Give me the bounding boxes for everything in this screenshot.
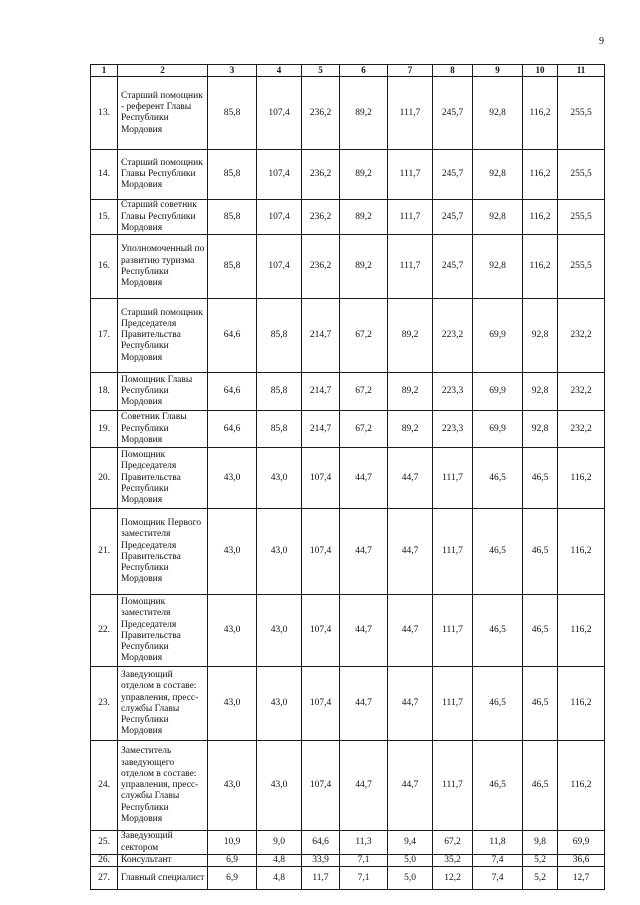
- position-name: Старший помощник - референт Главы Республики Мордовия: [118, 77, 208, 150]
- value-cell: 7,1: [340, 854, 388, 866]
- column-header: 5: [302, 65, 340, 77]
- position-name: Уполномоченный по развитию туризма Республики Мордовия: [118, 235, 208, 299]
- value-cell: 11,8: [473, 831, 523, 855]
- row-number: 20.: [91, 448, 118, 509]
- value-cell: 44,7: [340, 448, 388, 509]
- column-header: 10: [523, 65, 558, 77]
- table-row: [91, 741, 605, 831]
- value-cell: 67,2: [433, 831, 473, 855]
- value-cell: 92,8: [473, 200, 523, 235]
- salary-table: [90, 64, 605, 890]
- value-cell: 107,4: [302, 667, 340, 741]
- value-cell: 89,2: [340, 150, 388, 200]
- value-cell: 85,8: [208, 235, 257, 299]
- value-cell: 107,4: [302, 448, 340, 509]
- value-cell: 46,5: [523, 448, 558, 509]
- value-cell: 223,2: [433, 299, 473, 373]
- page-number: 9: [599, 36, 604, 47]
- position-name: Помощник заместителя Председателя Правительства Республики Мордовия: [118, 595, 208, 667]
- value-cell: 116,2: [558, 509, 605, 595]
- row-number: 19.: [91, 411, 118, 448]
- value-cell: 64,6: [208, 373, 257, 411]
- value-cell: 89,2: [388, 411, 433, 448]
- value-cell: 89,2: [340, 235, 388, 299]
- value-cell: 232,2: [558, 299, 605, 373]
- value-cell: 116,2: [523, 235, 558, 299]
- value-cell: 107,4: [257, 235, 302, 299]
- value-cell: 89,2: [340, 200, 388, 235]
- value-cell: 11,7: [302, 867, 340, 890]
- value-cell: 107,4: [302, 509, 340, 595]
- value-cell: 236,2: [302, 77, 340, 150]
- table-row: [91, 595, 605, 667]
- position-name: Старший помощник Председателя Правительства Республики Мордовия: [118, 299, 208, 373]
- value-cell: 69,9: [473, 373, 523, 411]
- value-cell: 67,2: [340, 373, 388, 411]
- value-cell: 255,5: [558, 200, 605, 235]
- value-cell: 43,0: [208, 741, 257, 831]
- row-number: 17.: [91, 299, 118, 373]
- table-row: [91, 373, 605, 411]
- value-cell: 46,5: [473, 509, 523, 595]
- value-cell: 5,0: [388, 867, 433, 890]
- table-row: [91, 235, 605, 299]
- value-cell: 5,2: [523, 867, 558, 890]
- value-cell: 69,9: [558, 831, 605, 855]
- value-cell: 46,5: [473, 595, 523, 667]
- value-cell: 9,4: [388, 831, 433, 855]
- position-name: Заведующий отделом в составе: управления, пресс-службы Главы Республики Мордовия: [118, 667, 208, 741]
- position-name: Помощник Председателя Правительства Республики Мордовия: [118, 448, 208, 509]
- table-row: [91, 150, 605, 200]
- value-cell: 36,6: [558, 854, 605, 866]
- value-cell: 236,2: [302, 200, 340, 235]
- row-number: 21.: [91, 509, 118, 595]
- column-header: 9: [473, 65, 523, 77]
- value-cell: 12,2: [433, 867, 473, 890]
- table-row: [91, 448, 605, 509]
- column-header: 2: [118, 65, 208, 77]
- value-cell: 255,5: [558, 77, 605, 150]
- value-cell: 44,7: [388, 509, 433, 595]
- value-cell: 85,8: [257, 373, 302, 411]
- row-number: 18.: [91, 373, 118, 411]
- position-name: Помощник Главы Республики Мордовия: [118, 373, 208, 411]
- value-cell: 116,2: [558, 741, 605, 831]
- value-cell: 236,2: [302, 150, 340, 200]
- value-cell: 232,2: [558, 373, 605, 411]
- value-cell: 35,2: [433, 854, 473, 866]
- value-cell: 6,9: [208, 867, 257, 890]
- value-cell: 89,2: [340, 77, 388, 150]
- value-cell: 92,8: [523, 411, 558, 448]
- value-cell: 46,5: [523, 509, 558, 595]
- table-header-row: [91, 65, 605, 77]
- value-cell: 116,2: [523, 200, 558, 235]
- value-cell: 46,5: [473, 448, 523, 509]
- column-header: 1: [91, 65, 118, 77]
- value-cell: 111,7: [433, 448, 473, 509]
- row-number: 26.: [91, 854, 118, 866]
- value-cell: 111,7: [433, 667, 473, 741]
- value-cell: 245,7: [433, 77, 473, 150]
- value-cell: 89,2: [388, 299, 433, 373]
- value-cell: 111,7: [433, 595, 473, 667]
- value-cell: 43,0: [257, 448, 302, 509]
- column-header: 3: [208, 65, 257, 77]
- value-cell: 7,4: [473, 867, 523, 890]
- value-cell: 67,2: [340, 411, 388, 448]
- value-cell: 69,9: [473, 411, 523, 448]
- value-cell: 9,0: [257, 831, 302, 855]
- value-cell: 44,7: [388, 448, 433, 509]
- column-header: 11: [558, 65, 605, 77]
- value-cell: 223,3: [433, 411, 473, 448]
- value-cell: 245,7: [433, 235, 473, 299]
- position-name: Главный специалист: [118, 867, 208, 890]
- value-cell: 107,4: [302, 595, 340, 667]
- value-cell: 44,7: [388, 741, 433, 831]
- row-number: 16.: [91, 235, 118, 299]
- value-cell: 214,7: [302, 373, 340, 411]
- value-cell: 107,4: [257, 77, 302, 150]
- table-row: [91, 77, 605, 150]
- value-cell: 223,3: [433, 373, 473, 411]
- value-cell: 116,2: [523, 77, 558, 150]
- value-cell: 214,7: [302, 411, 340, 448]
- value-cell: 46,5: [473, 667, 523, 741]
- value-cell: 245,7: [433, 200, 473, 235]
- value-cell: 7,1: [340, 867, 388, 890]
- table-row: [91, 509, 605, 595]
- table-row: [91, 854, 605, 866]
- value-cell: 214,7: [302, 299, 340, 373]
- row-number: 23.: [91, 667, 118, 741]
- value-cell: 33,9: [302, 854, 340, 866]
- value-cell: 116,2: [558, 667, 605, 741]
- table-row: [91, 200, 605, 235]
- value-cell: 85,8: [208, 77, 257, 150]
- value-cell: 43,0: [208, 595, 257, 667]
- value-cell: 245,7: [433, 150, 473, 200]
- value-cell: 46,5: [523, 741, 558, 831]
- value-cell: 92,8: [473, 235, 523, 299]
- table-row: [91, 667, 605, 741]
- position-name: Советник Главы Республики Мордовия: [118, 411, 208, 448]
- value-cell: 67,2: [340, 299, 388, 373]
- value-cell: 232,2: [558, 411, 605, 448]
- value-cell: 5,0: [388, 854, 433, 866]
- value-cell: 92,8: [523, 373, 558, 411]
- value-cell: 44,7: [340, 509, 388, 595]
- value-cell: 12,7: [558, 867, 605, 890]
- value-cell: 7,4: [473, 854, 523, 866]
- value-cell: 116,2: [558, 448, 605, 509]
- value-cell: 85,8: [208, 200, 257, 235]
- value-cell: 44,7: [340, 667, 388, 741]
- row-number: 24.: [91, 741, 118, 831]
- value-cell: 46,5: [523, 667, 558, 741]
- value-cell: 9,8: [523, 831, 558, 855]
- value-cell: 236,2: [302, 235, 340, 299]
- value-cell: 44,7: [388, 667, 433, 741]
- value-cell: 43,0: [257, 667, 302, 741]
- value-cell: 64,6: [208, 299, 257, 373]
- column-header: 4: [257, 65, 302, 77]
- value-cell: 4,8: [257, 867, 302, 890]
- value-cell: 107,4: [302, 741, 340, 831]
- position-name: Заведующий сектором: [118, 831, 208, 855]
- value-cell: 85,8: [257, 299, 302, 373]
- value-cell: 111,7: [388, 200, 433, 235]
- value-cell: 43,0: [257, 509, 302, 595]
- position-name: Помощник Первого заместителя Председателя Правительства Республики Мордовия: [118, 509, 208, 595]
- value-cell: 43,0: [257, 741, 302, 831]
- column-header: 8: [433, 65, 473, 77]
- position-name: Старший советник Главы Республики Мордовия: [118, 200, 208, 235]
- value-cell: 64,6: [302, 831, 340, 855]
- row-number: 25.: [91, 831, 118, 855]
- column-header: 7: [388, 65, 433, 77]
- value-cell: 44,7: [340, 741, 388, 831]
- table-row: [91, 867, 605, 890]
- value-cell: 44,7: [340, 595, 388, 667]
- value-cell: 43,0: [208, 509, 257, 595]
- row-number: 13.: [91, 77, 118, 150]
- value-cell: 92,8: [473, 150, 523, 200]
- value-cell: 255,5: [558, 235, 605, 299]
- value-cell: 6,9: [208, 854, 257, 866]
- value-cell: 10,9: [208, 831, 257, 855]
- table-row: [91, 299, 605, 373]
- value-cell: 107,4: [257, 200, 302, 235]
- value-cell: 44,7: [388, 595, 433, 667]
- table-row: [91, 831, 605, 855]
- value-cell: 111,7: [433, 509, 473, 595]
- position-name: Заместитель заведующего отделом в составе: управления, пресс-службы Главы Республики Мордовия: [118, 741, 208, 831]
- table-body: [91, 77, 605, 890]
- row-number: 22.: [91, 595, 118, 667]
- value-cell: 85,8: [208, 150, 257, 200]
- value-cell: 85,8: [257, 411, 302, 448]
- row-number: 27.: [91, 867, 118, 890]
- row-number: 15.: [91, 200, 118, 235]
- value-cell: 111,7: [388, 235, 433, 299]
- column-header: 6: [340, 65, 388, 77]
- value-cell: 43,0: [208, 448, 257, 509]
- row-number: 14.: [91, 150, 118, 200]
- value-cell: 107,4: [257, 150, 302, 200]
- value-cell: 46,5: [473, 741, 523, 831]
- value-cell: 92,8: [523, 299, 558, 373]
- table-row: [91, 411, 605, 448]
- position-name: Консультант: [118, 854, 208, 866]
- value-cell: 111,7: [388, 77, 433, 150]
- value-cell: 43,0: [208, 667, 257, 741]
- value-cell: 43,0: [257, 595, 302, 667]
- value-cell: 89,2: [388, 373, 433, 411]
- value-cell: 11,3: [340, 831, 388, 855]
- value-cell: 92,8: [473, 77, 523, 150]
- value-cell: 255,5: [558, 150, 605, 200]
- value-cell: 64,6: [208, 411, 257, 448]
- value-cell: 116,2: [523, 150, 558, 200]
- value-cell: 5,2: [523, 854, 558, 866]
- value-cell: 111,7: [388, 150, 433, 200]
- value-cell: 4,8: [257, 854, 302, 866]
- value-cell: 111,7: [433, 741, 473, 831]
- value-cell: 116,2: [558, 595, 605, 667]
- position-name: Старший помощник Главы Республики Мордовия: [118, 150, 208, 200]
- value-cell: 69,9: [473, 299, 523, 373]
- value-cell: 46,5: [523, 595, 558, 667]
